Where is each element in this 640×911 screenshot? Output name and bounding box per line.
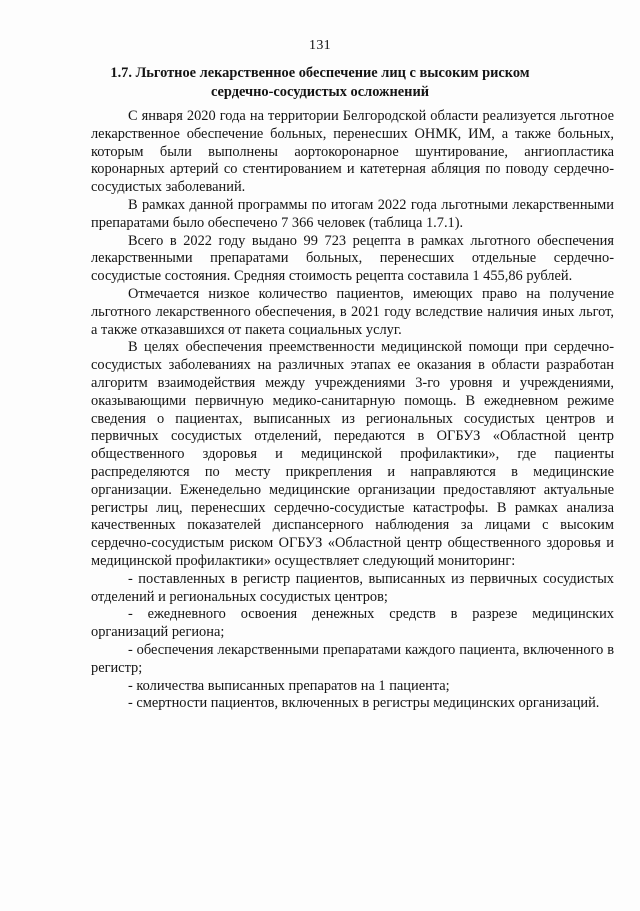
section-heading <box>100 64 540 102</box>
page-number: 131 <box>309 38 331 53</box>
list-item: - ежедневного освоения денежных средств в разрезе медицинских организаций региона; <box>91 606 614 641</box>
paragraph-continuity: В целях обеспечения преемственности медицинской помощи при сердечно-сосудистых заболеваниях на различных этапах ее оказания в области разработан алгоритм взаимодействия между учреждениями 3-го уровня и учреждениями, оказывающими первичную медико-санитарную помощь. В ежедневном режиме сведения о пациентах, выписанных из региональных сосудистых центров и первичных сосудистых отделений, передаются в ОГБУЗ «Областной центр общественного здоровья и медицинской профилактики», где пациенты распределяются по месту прикрепления и направляются в медицинские организации. Еженедельно медицинские организации предоставляют актуальные регистры лиц, перенесших сердечно-сосудистые катастрофы. В рамках анализа качественных показателей диспансерного наблюдения за лицами с высоким сердечно-сосудистым риском ОГБУЗ «Областной центр общественного здоровья и медицинской профилактики» осуществляет следующий мониторинг: <box>91 339 614 569</box>
paragraph-intro: С января 2020 года на территории Белгородской области реализуется льготное лекарственное обеспечение больных, перенесших ОНМК, ИМ, а также больных, которым были выполнены аортокоронарное шунтирование, ангиопластика коронарных артерий со стентированием и катетерная абляция по поводу сердечно-сосудистых заболеваний. <box>91 108 614 196</box>
list-item: - обеспечения лекарственными препаратами каждого пациента, включенного в регистр; <box>91 641 614 676</box>
list-item: - смертности пациентов, включенных в регистры медицинских организаций. <box>128 695 600 712</box>
list-item: - поставленных в регистр пациентов, выписанных из первичных сосудистых отделений и региональных сосудистых центров; <box>91 570 614 605</box>
paragraph-prescriptions: Всего в 2022 году выдано 99 723 рецепта в рамках льготного обеспечения лекарственными препаратами больных, перенесших отдельные сердечно-сосудистые состояния. Средняя стоимость рецепта составила 1 455,86 рублей. <box>91 232 614 285</box>
list-item: - количества выписанных препаратов на 1 пациента; <box>128 677 450 694</box>
body-text <box>91 108 614 713</box>
section-heading-line-2: сердечно-сосудистых осложнений <box>210 84 430 100</box>
paragraph-program-results: В рамках данной программы по итогам 2022 года льготными лекарственными препаратами было обеспечено 7 366 человек (таблица 1.7.1). <box>91 196 614 231</box>
paragraph-low-count: Отмечается низкое количество пациентов, имеющих право на получение льготного лекарственного обеспечения, в 2021 году вследствие наличия иных льгот, а также отказавшихся от пакета социальных услуг. <box>91 285 614 338</box>
section-heading-line-1: 1.7. Льготное лекарственное обеспечение лиц с высоким риском <box>110 65 530 81</box>
